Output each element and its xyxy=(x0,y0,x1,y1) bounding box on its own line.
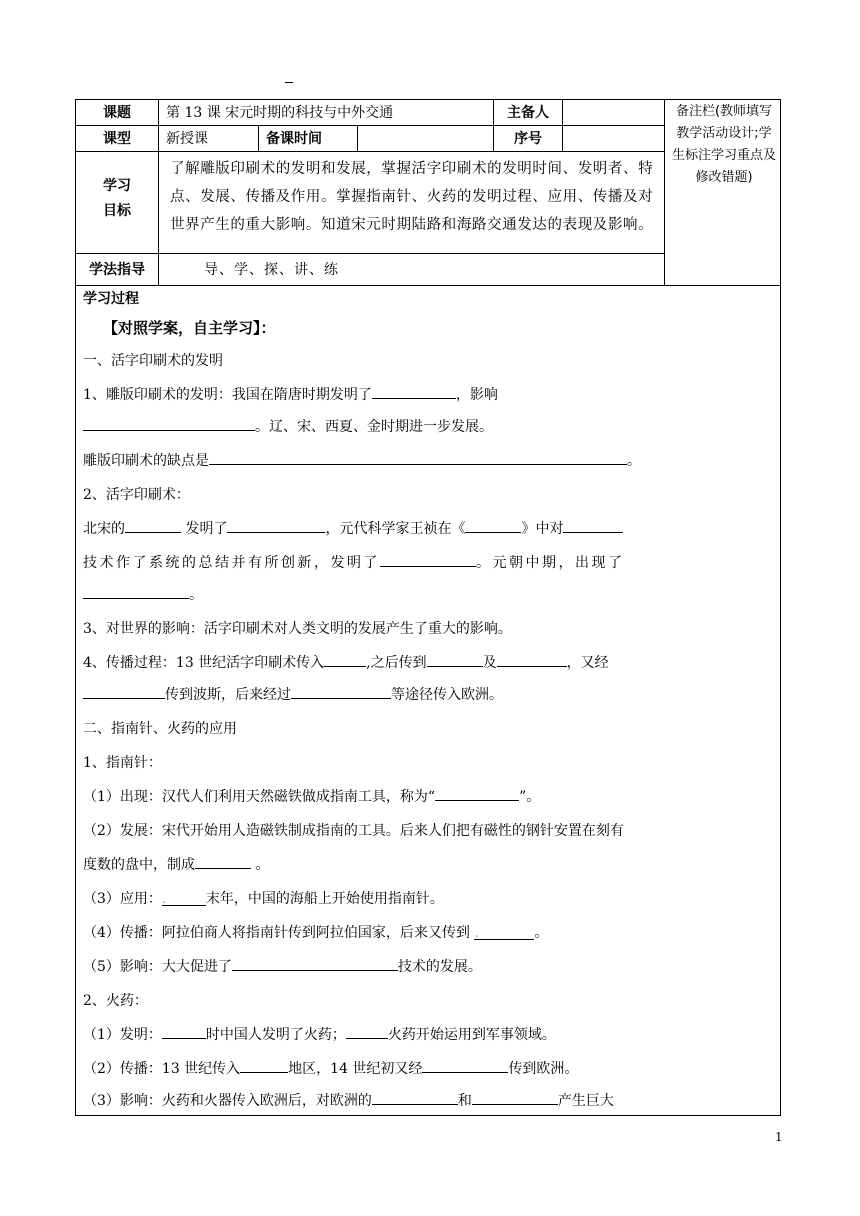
text: （3）影响：火药和火器传入欧洲后，对欧洲的 xyxy=(83,1093,372,1109)
text: ，元代科学家王祯在《 xyxy=(325,521,466,537)
list-item xyxy=(83,854,269,874)
header-mark xyxy=(285,82,293,83)
text: 。 xyxy=(627,453,641,469)
list-item xyxy=(83,956,482,976)
fill-blank[interactable] xyxy=(125,518,181,533)
list-item xyxy=(83,384,498,404)
text: 末年，中国的海船上开始使用指南针。 xyxy=(205,891,444,907)
fill-blank[interactable] xyxy=(427,652,483,667)
fill-blank[interactable] xyxy=(380,552,476,567)
fill-blank[interactable] xyxy=(83,584,189,599)
objectives-label-2: 目标 xyxy=(103,203,131,219)
list-item xyxy=(83,684,503,704)
zhubeiren-value xyxy=(564,100,664,125)
text: 发明了 xyxy=(181,521,228,537)
kexing-value: 新授课 xyxy=(166,130,208,147)
objectives-label-1: 学习 xyxy=(103,178,131,194)
fill-blank[interactable] xyxy=(195,854,251,869)
text: 传到欧洲。 xyxy=(508,1061,579,1077)
text: 。辽、宋、西夏、金时期进一步发展。 xyxy=(255,419,493,435)
text: 产生巨大 xyxy=(557,1093,614,1109)
keti-label: 课题 xyxy=(103,104,131,121)
fill-blank[interactable] xyxy=(162,1024,206,1039)
text: 和 xyxy=(457,1093,472,1109)
list-item xyxy=(83,518,623,538)
text: （3）应用： xyxy=(83,891,162,907)
text: （4）传播：阿拉伯商人将指南针传到阿拉伯国家，后来又传到 xyxy=(83,925,475,941)
list-item xyxy=(83,922,548,942)
fill-blank[interactable] xyxy=(232,956,398,971)
text: 技术作了系统的总结并有所创新，发明了 xyxy=(83,555,380,571)
list-item xyxy=(83,652,609,672)
list-item: 1、指南针： xyxy=(83,755,162,771)
beike-value xyxy=(358,126,492,151)
list-item xyxy=(83,416,493,436)
zhubeiren-label: 主备人 xyxy=(507,104,549,121)
keti-value: 第 13 课 宋元时期的科技与中外交通 xyxy=(166,104,394,121)
text: 》中对 xyxy=(521,521,564,537)
fill-blank[interactable] xyxy=(291,684,391,699)
notes-column-header: 备注栏(教师填写教学活动设计;学生标注学习重点及修改错题) xyxy=(671,104,776,185)
text: 及 xyxy=(482,655,497,671)
fill-blank[interactable] xyxy=(563,518,623,533)
list-item xyxy=(83,584,203,604)
row-divider xyxy=(75,151,665,152)
mark-dot-icon: . xyxy=(161,891,167,907)
fill-blank[interactable] xyxy=(162,891,206,906)
text: ”。 xyxy=(519,789,541,805)
method-text: 导、学、探、讲、练 xyxy=(204,261,339,278)
process-subtitle: 【对照学案，自主学习】： xyxy=(103,319,276,337)
list-item: 3、对世界的影响：活字印刷术对人类文明的发展产生了重大的影响。 xyxy=(83,621,512,637)
text: （1）出现：汉代人们利用天然磁铁做成指南工具，称为“ xyxy=(83,789,436,805)
text: 雕版印刷术的缺点是 xyxy=(83,453,209,469)
text: 4、传播过程：13 世纪活字印刷术传入 xyxy=(83,655,325,671)
text: 传到波斯，后来经过 xyxy=(165,687,291,703)
fill-blank[interactable] xyxy=(346,1024,388,1039)
list-item xyxy=(83,552,625,572)
fill-blank[interactable] xyxy=(435,786,519,801)
text: 技术的发展。 xyxy=(397,959,482,975)
list-item xyxy=(83,888,444,908)
xuhao-value xyxy=(564,126,664,151)
text: 。元朝中期，出现了 xyxy=(476,555,625,571)
process-title: 学习过程 xyxy=(83,291,139,307)
fill-blank[interactable] xyxy=(240,1058,288,1073)
text: 。 xyxy=(534,925,549,941)
text: 等途径传入欧洲。 xyxy=(391,687,503,703)
kexing-label: 课型 xyxy=(103,130,131,147)
list-item xyxy=(83,1090,614,1110)
text: 时中国人发明了火药； xyxy=(205,1027,346,1043)
section-1-heading: 一、活字印刷术的发明 xyxy=(83,353,223,369)
text: 度数的盘中，制成 xyxy=(83,857,195,873)
method-label: 学法指导 xyxy=(89,261,145,278)
list-item: （2）发展：宋代开始用人造磁铁制成指南的工具。后来人们把有磁性的钢针安置在刻有 xyxy=(83,823,624,839)
list-item xyxy=(83,1058,578,1078)
fill-blank[interactable] xyxy=(422,1058,508,1073)
fill-blank[interactable] xyxy=(324,652,366,667)
fill-blank[interactable] xyxy=(83,416,255,431)
page-number: 1 xyxy=(775,1130,783,1144)
text: （1）发明： xyxy=(83,1027,162,1043)
list-item xyxy=(83,1024,556,1044)
list-item: 2、火药： xyxy=(83,993,148,1009)
mark-dot-icon: . xyxy=(474,925,479,941)
fill-blank[interactable] xyxy=(372,1090,458,1105)
text: （5）影响：大大促进了 xyxy=(83,959,232,975)
section-2-heading: 二、指南针、火药的应用 xyxy=(83,721,237,737)
fill-blank[interactable] xyxy=(474,925,534,940)
list-item: 2、活字印刷术： xyxy=(83,487,190,503)
fill-blank[interactable] xyxy=(472,1090,558,1105)
text: 。 xyxy=(189,587,203,603)
row-divider xyxy=(75,285,781,286)
text: 火药开始运用到军事领域。 xyxy=(387,1027,556,1043)
notes-column-divider xyxy=(664,99,665,286)
text: （2）传播：13 世纪传入 xyxy=(83,1061,241,1077)
fill-blank[interactable] xyxy=(209,450,627,465)
beike-label: 备课时间 xyxy=(266,130,322,147)
fill-blank[interactable] xyxy=(372,384,456,399)
xuhao-label: 序号 xyxy=(514,130,542,147)
list-item xyxy=(83,786,540,806)
fill-blank[interactable] xyxy=(497,652,567,667)
fill-blank[interactable] xyxy=(227,518,325,533)
text: 1、雕版印刷术的发明：我国在隋唐时期发明了 xyxy=(83,387,372,403)
objectives-text: 了解雕版印刷术的发明和发展，掌握活字印刷术的发明时间、发明者、特点、发展、传播及作用。掌握指南针、火药的发明过程、应用、传播及对世界产生的重大影响。知道宋元时期陆路和海路交通发达的表现及影响。 xyxy=(170,161,654,233)
text: ，又经 xyxy=(566,655,609,671)
label-column-divider xyxy=(158,99,159,286)
text: 。 xyxy=(251,857,270,873)
fill-blank[interactable] xyxy=(83,684,165,699)
text: 地区，14 世纪初又经 xyxy=(288,1061,423,1077)
header-divider xyxy=(258,125,259,151)
list-item xyxy=(83,450,641,470)
text: ，影响 xyxy=(455,387,498,403)
text: ,之后传到 xyxy=(366,655,427,671)
fill-blank[interactable] xyxy=(465,518,521,533)
text: 北宋的 xyxy=(83,521,125,537)
